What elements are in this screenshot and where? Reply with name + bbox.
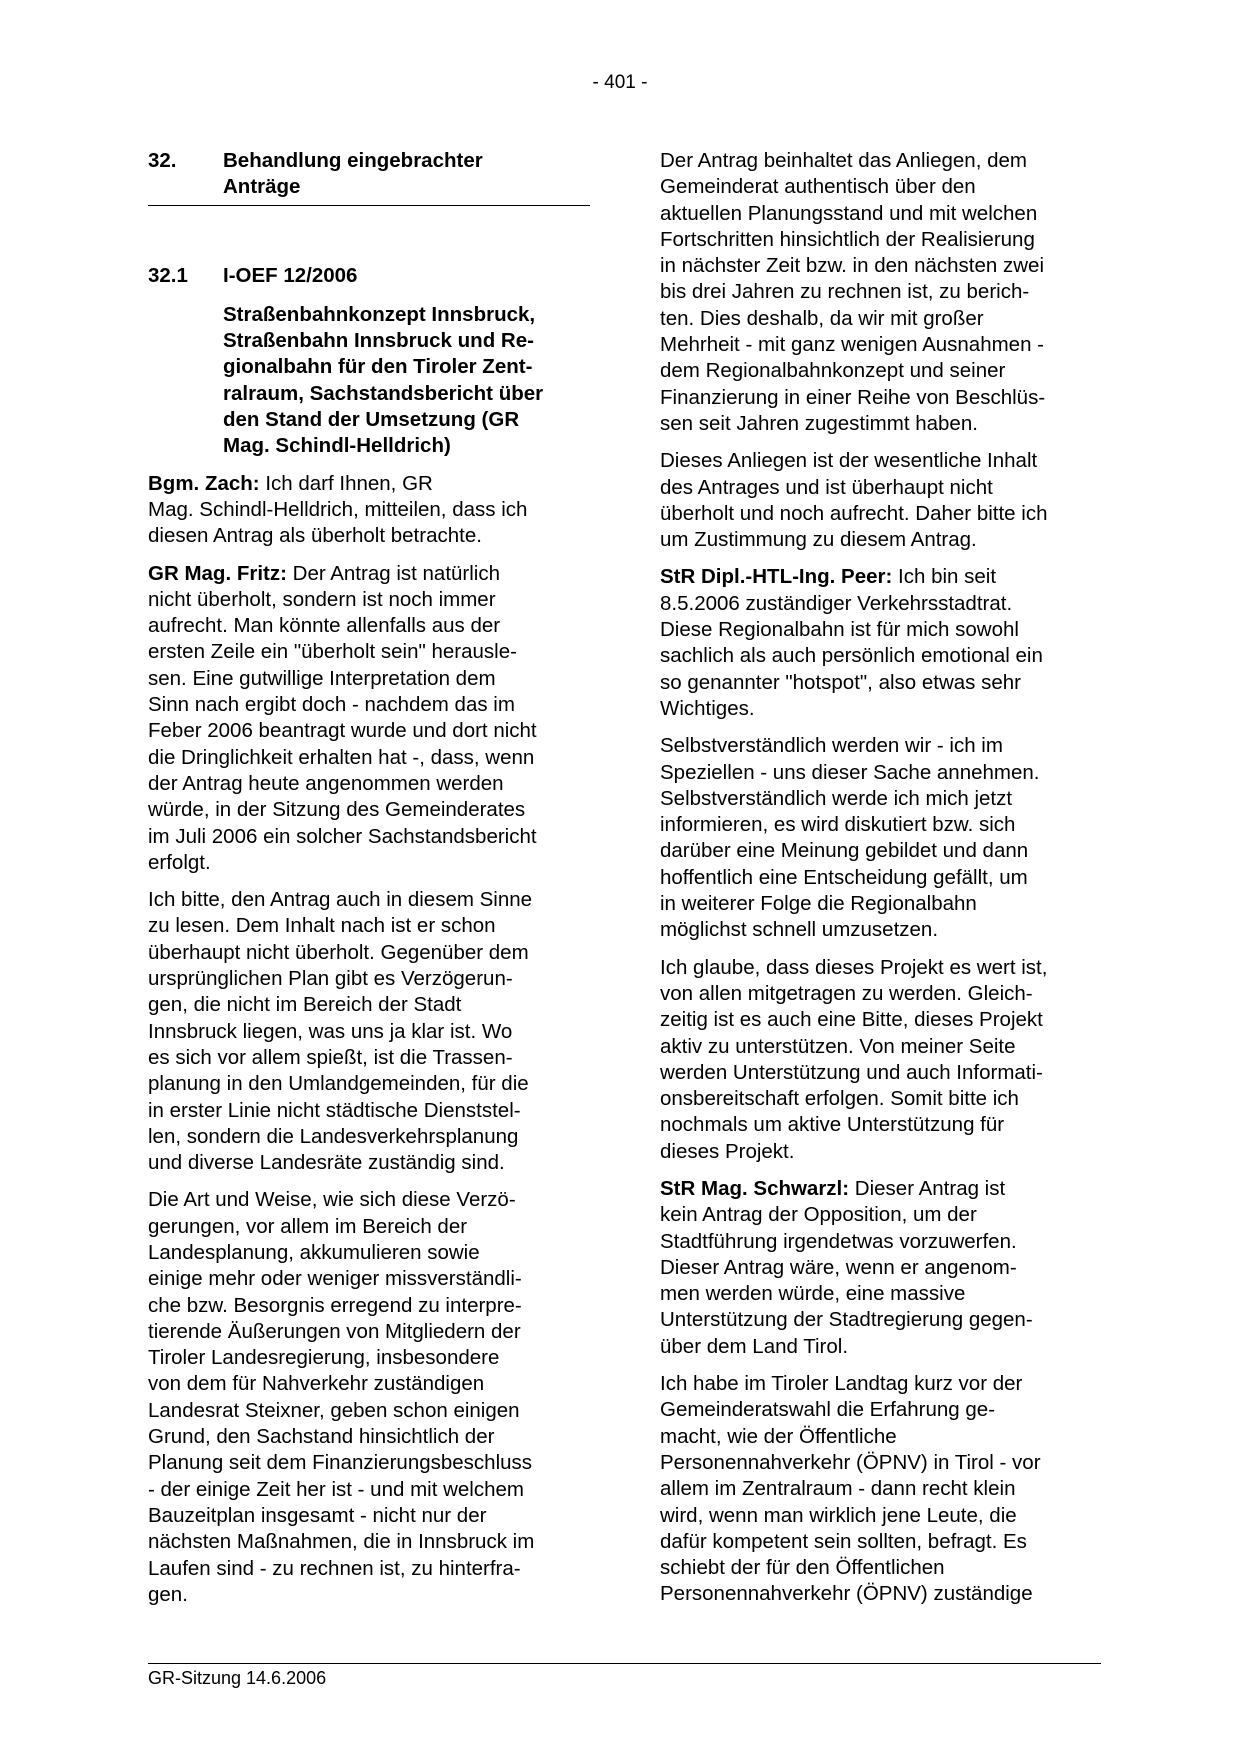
paragraph	[660, 564, 1100, 722]
text-line	[148, 824, 588, 850]
text-line	[148, 1150, 588, 1176]
line-text: Die Art und Weise, wie sich diese Verzö-	[148, 1188, 516, 1212]
text-line	[148, 797, 588, 823]
line-text: gen, die nicht im Bereich der Stadt	[148, 993, 462, 1017]
paragraph	[148, 1187, 588, 1608]
line-text: Speziellen - uns dieser Sache annehmen.	[660, 760, 1040, 784]
line-text: planung in den Umlandgemeinden, für die	[148, 1072, 529, 1096]
text-line	[148, 966, 588, 992]
text-line	[148, 497, 588, 523]
text-line	[660, 955, 1100, 981]
line-text: es sich vor allem spießt, ist die Trassen-	[148, 1045, 513, 1069]
text-line	[148, 613, 588, 639]
line-text: so genannter "hotspot", also etwas sehr	[660, 670, 1021, 694]
text-line	[148, 692, 588, 718]
line-text: macht, wie der Öffentliche	[660, 1424, 897, 1448]
section-title-line1: Behandlung eingebrachter	[223, 149, 483, 172]
text-line	[148, 1398, 588, 1424]
paragraph	[148, 887, 588, 1176]
text-line	[148, 1556, 588, 1582]
text-line	[660, 527, 1100, 553]
line-text: Mag. Schindl-Helldrich, mitteilen, dass ich	[148, 497, 528, 521]
text-line	[660, 1229, 1100, 1255]
line-text: Innsbruck liegen, was uns ja klar ist. Wo	[148, 1019, 513, 1043]
paragraph	[660, 955, 1100, 1165]
line-text: der Antrag heute angenommen werden	[148, 771, 504, 795]
line-text: wird, wenn man wirklich jene Leute, die	[660, 1503, 1017, 1527]
line-text: Ich glaube, dass dieses Projekt es wert ist,	[660, 955, 1048, 979]
line-text: len, sondern die Landesverkehrsplanung	[148, 1124, 519, 1148]
text-line	[148, 887, 588, 913]
text-line	[148, 523, 588, 549]
line-text: hoffentlich eine Entscheidung gefällt, um	[660, 865, 1028, 889]
text-line	[660, 1529, 1100, 1555]
line-text: Sinn nach ergibt doch - nachdem das im	[148, 693, 515, 717]
subsection-title-line: gionalbahn für den Tiroler Zent-	[223, 355, 533, 379]
line-text: Personennahverkehr (ÖPNV) zuständige	[660, 1582, 1033, 1606]
line-text: über dem Land Tirol.	[660, 1334, 849, 1358]
subsection-heading	[148, 263, 588, 289]
speaker-name: GR Mag. Fritz:	[148, 561, 287, 585]
line-text: dafür kompetent sein sollten, befragt. Es	[660, 1529, 1027, 1553]
text-line	[660, 1139, 1100, 1165]
speaker-name: StR Mag. Schwarzl:	[660, 1176, 850, 1200]
text-line	[660, 385, 1100, 411]
text-line	[660, 1555, 1100, 1581]
text-line	[148, 1240, 588, 1266]
text-line	[148, 639, 588, 665]
line-text: Stadtführung irgendetwas vorzuwerfen.	[660, 1229, 1017, 1253]
speaker-name: StR Dipl.-HTL-Ing. Peer:	[660, 565, 893, 589]
line-text: darüber eine Meinung gebildet und dann	[660, 839, 1029, 863]
line-text: im Juli 2006 ein solcher Sachstandsbericht	[148, 824, 537, 848]
section-heading	[148, 148, 590, 206]
text-line	[148, 1503, 588, 1529]
text-line	[660, 1060, 1100, 1086]
text-line	[148, 1529, 588, 1555]
line-text: nächsten Maßnahmen, die in Innsbruck im	[148, 1530, 535, 1554]
text-line	[660, 279, 1100, 305]
subsection-code: I-OEF 12/2006	[223, 263, 358, 287]
text-line	[660, 174, 1100, 200]
text-line	[660, 1424, 1100, 1450]
text-line	[660, 1334, 1100, 1360]
text-line	[660, 865, 1100, 891]
line-text: Tiroler Landesregierung, insbesondere	[148, 1346, 500, 1370]
line-text: Grund, den Sachstand hinsichtlich der	[148, 1425, 495, 1449]
line-text: bis drei Jahren zu rechnen ist, zu berich-	[660, 280, 1030, 304]
line-text: schiebt der für den Öffentlichen	[660, 1556, 945, 1580]
text-line	[660, 201, 1100, 227]
text-line	[148, 1582, 588, 1608]
line-text: Landesrat Steixner, geben schon einigen	[148, 1398, 520, 1422]
text-line	[660, 1307, 1100, 1333]
line-text: sen seit Jahren zugestimmt haben.	[660, 411, 978, 435]
line-text: zu lesen. Dem Inhalt nach ist er schon	[148, 914, 496, 938]
line-text: erfolgt.	[148, 850, 211, 874]
line-text: Dieser Antrag wäre, wenn er angenom-	[660, 1255, 1017, 1279]
text-line	[660, 332, 1100, 358]
line-text: Dieses Anliegen ist der wesentliche Inhalt	[660, 449, 1038, 473]
text-line	[660, 760, 1100, 786]
text-line	[660, 148, 1100, 174]
line-text: aufrecht. Man könnte allenfalls aus der	[148, 614, 501, 638]
paragraph	[660, 733, 1100, 943]
line-text: men werden würde, eine massive	[660, 1282, 966, 1306]
text-line	[660, 696, 1100, 722]
line-text: Ich bin seit	[892, 565, 997, 589]
subsection-title-line: ralraum, Sachstandsbericht über	[223, 381, 544, 405]
subsection-title-line: den Stand der Umsetzung (GR	[223, 408, 520, 432]
line-text: Gemeinderat authentisch über den	[660, 175, 976, 199]
text-line	[660, 838, 1100, 864]
text-line	[148, 1424, 588, 1450]
text-line	[660, 564, 1100, 590]
line-text: Planung seit dem Finanzierungsbeschluss	[148, 1451, 533, 1475]
line-text: aktiv zu unterstützen. Von meiner Seite	[660, 1034, 1016, 1058]
line-text: - der einige Zeit her ist - und mit welchem	[148, 1477, 524, 1501]
text-line	[660, 1397, 1100, 1423]
subsection-title	[148, 302, 588, 460]
text-line	[148, 1266, 588, 1292]
text-line	[660, 917, 1100, 943]
line-text: ten. Dies deshalb, da wir mit großer	[660, 306, 984, 330]
line-text: Mehrheit - mit ganz wenigen Ausnahmen -	[660, 333, 1045, 357]
text-line	[660, 617, 1100, 643]
line-text: Ich darf Ihnen, GR	[259, 471, 433, 495]
text-line	[660, 1112, 1100, 1138]
speaker-name: Bgm. Zach:	[148, 471, 260, 495]
paragraph	[660, 1176, 1100, 1360]
section-number: 32.	[148, 149, 177, 172]
text-line	[148, 587, 588, 613]
line-text: dem Regionalbahnkonzept und seiner	[660, 359, 1006, 383]
paragraph	[660, 448, 1100, 553]
text-line	[660, 501, 1100, 527]
text-line	[148, 745, 588, 771]
text-line	[660, 591, 1100, 617]
right-column	[660, 148, 1100, 1619]
line-text: Gemeinderatswahl die Erfahrung ge-	[660, 1398, 996, 1422]
text-line	[660, 643, 1100, 669]
text-line	[148, 1019, 588, 1045]
text-line	[660, 1202, 1100, 1228]
line-text: Selbstverständlich werden wir - ich im	[660, 734, 1003, 758]
text-line	[660, 448, 1100, 474]
text-line	[660, 812, 1100, 838]
line-text: tierende Äußerungen von Mitgliedern der	[148, 1319, 521, 1343]
subsection-title-line: Straßenbahnkonzept Innsbruck,	[223, 302, 536, 326]
text-line	[660, 1281, 1100, 1307]
line-text: Bauzeitplan insgesamt - nicht nur der	[148, 1503, 487, 1527]
text-line	[148, 1187, 588, 1213]
text-line	[660, 1581, 1100, 1607]
text-line	[148, 1214, 588, 1240]
text-line	[660, 981, 1100, 1007]
line-text: nochmals um aktive Unterstützung für	[660, 1113, 1005, 1137]
text-line	[148, 1345, 588, 1371]
line-text: des Antrages und ist überhaupt nicht	[660, 475, 993, 499]
line-text: möglichst schnell umzusetzen.	[660, 918, 939, 942]
paragraph	[660, 1371, 1100, 1608]
text-line	[148, 561, 588, 587]
text-line	[148, 471, 588, 497]
line-text: diesen Antrag als überholt betrachte.	[148, 524, 482, 548]
line-text: überholt und noch aufrecht. Daher bitte ich	[660, 501, 1048, 525]
section-title-line2: Anträge	[223, 175, 301, 199]
line-text: Der Antrag beinhaltet das Anliegen, dem	[660, 149, 1027, 172]
text-line	[148, 992, 588, 1018]
text-line	[148, 1098, 588, 1124]
text-line	[148, 771, 588, 797]
paragraph	[660, 148, 1100, 437]
line-text: Ich habe im Tiroler Landtag kurz vor der	[660, 1372, 1023, 1396]
text-line	[148, 666, 588, 692]
line-text: Fortschritten hinsichtlich der Realisierung	[660, 227, 1035, 251]
text-line	[660, 733, 1100, 759]
text-line	[148, 850, 588, 876]
text-line	[660, 1476, 1100, 1502]
line-text: von allen mitgetragen zu werden. Gleich-	[660, 981, 1033, 1005]
line-text: die Dringlichkeit erhalten hat -, dass, wenn	[148, 745, 535, 769]
text-line	[148, 1371, 588, 1397]
text-line	[660, 1371, 1100, 1397]
line-text: che bzw. Besorgnis erregend zu interpre-	[148, 1293, 522, 1317]
line-text: Selbstverständlich werde ich mich jetzt	[660, 786, 1013, 810]
line-text: kein Antrag der Opposition, um der	[660, 1203, 977, 1227]
text-line	[660, 786, 1100, 812]
line-text: würde, in der Sitzung des Gemeinderates	[148, 798, 526, 822]
text-line	[660, 1176, 1100, 1202]
line-text: gen.	[148, 1582, 188, 1606]
text-line	[660, 227, 1100, 253]
line-text: Laufen sind - zu rechnen ist, zu hinterfra-	[148, 1556, 521, 1580]
line-text: um Zustimmung zu diesem Antrag.	[660, 528, 977, 552]
text-line	[660, 891, 1100, 917]
text-line	[148, 913, 588, 939]
subsection-title-line: Straßenbahn Innsbruck und Re-	[223, 329, 534, 353]
page-number: - 401 -	[592, 72, 648, 93]
line-text: in nächster Zeit bzw. in den nächsten zwei	[660, 254, 1045, 278]
text-line	[148, 1045, 588, 1071]
paragraph	[148, 561, 588, 877]
line-text: sen. Eine gutwillige Interpretation dem	[148, 666, 496, 690]
text-line	[148, 1293, 588, 1319]
line-text: 8.5.2006 zuständiger Verkehrsstadtrat.	[660, 591, 1013, 615]
line-text: Diese Regionalbahn ist für mich sowohl	[660, 618, 1019, 642]
line-text: gerungen, vor allem im Bereich der	[148, 1214, 468, 1238]
line-text: Der Antrag ist natürlich	[286, 561, 501, 585]
subsection-number: 32.1	[148, 263, 188, 287]
line-text: onsbereitschaft erfolgen. Somit bitte ich	[660, 1087, 1019, 1111]
text-line	[660, 670, 1100, 696]
paragraph	[148, 471, 588, 550]
text-line	[148, 1450, 588, 1476]
text-line	[148, 1319, 588, 1345]
line-text: werden Unterstützung und auch Informati-	[660, 1060, 1043, 1084]
line-text: allem im Zentralraum - dann recht klein	[660, 1477, 1016, 1501]
line-text: informieren, es wird diskutiert bzw. sich	[660, 813, 1016, 837]
text-line	[148, 1477, 588, 1503]
footer: GR-Sitzung 14.6.2006	[148, 1668, 327, 1688]
text-line	[660, 411, 1100, 437]
text-line	[660, 306, 1100, 332]
line-text: Ich bitte, den Antrag auch in diesem Sinne	[148, 888, 533, 912]
line-text: aktuellen Planungsstand und mit welchen	[660, 201, 1038, 225]
text-line	[148, 718, 588, 744]
line-text: ersten Zeile ein "überholt sein" herausle-	[148, 640, 517, 664]
line-text: Feber 2006 beantragt wurde und dort nicht	[148, 719, 537, 743]
text-line	[660, 475, 1100, 501]
text-line	[660, 1034, 1100, 1060]
right-body	[660, 148, 1100, 1608]
line-text: zeitig ist es auch eine Bitte, dieses Projekt	[660, 1008, 1043, 1032]
line-text: nicht überholt, sondern ist noch immer	[148, 587, 496, 611]
line-text: überhaupt nicht überholt. Gegenüber dem	[148, 940, 529, 964]
text-line	[660, 253, 1100, 279]
line-text: sachlich als auch persönlich emotional ein	[660, 644, 1043, 668]
line-text: in weiterer Folge die Regionalbahn	[660, 892, 977, 916]
subsection-title-line: Mag. Schindl-Helldrich)	[223, 434, 451, 458]
line-text: Dieser Antrag ist	[849, 1176, 1006, 1200]
line-text: dieses Projekt.	[660, 1139, 795, 1163]
line-text: Unterstützung der Stadtregierung gegen-	[660, 1308, 1033, 1332]
text-line	[148, 1124, 588, 1150]
text-line	[660, 1255, 1100, 1281]
line-text: und diverse Landesräte zuständig sind.	[148, 1151, 505, 1175]
text-line	[660, 1450, 1100, 1476]
line-text: von dem für Nahverkehr zuständigen	[148, 1372, 485, 1396]
line-text: Landesplanung, akkumulieren sowie	[148, 1240, 480, 1264]
line-text: Personennahverkehr (ÖPNV) in Tirol - vor	[660, 1450, 1041, 1474]
text-line	[660, 1007, 1100, 1033]
text-line	[660, 1503, 1100, 1529]
text-line	[660, 358, 1100, 384]
line-text: Finanzierung in einer Reihe von Beschlüs-	[660, 385, 1046, 409]
left-body	[148, 471, 588, 1608]
left-column	[148, 148, 588, 1619]
line-text: einige mehr oder weniger missverständli-	[148, 1267, 522, 1291]
text-line	[660, 1086, 1100, 1112]
line-text: ursprünglichen Plan gibt es Verzögerun-	[148, 967, 513, 991]
footer-rule	[148, 1663, 1101, 1664]
line-text: Wichtiges.	[660, 696, 755, 720]
text-line	[148, 940, 588, 966]
line-text: in erster Linie nicht städtische Dienststel-	[148, 1098, 521, 1122]
text-line	[148, 1071, 588, 1097]
